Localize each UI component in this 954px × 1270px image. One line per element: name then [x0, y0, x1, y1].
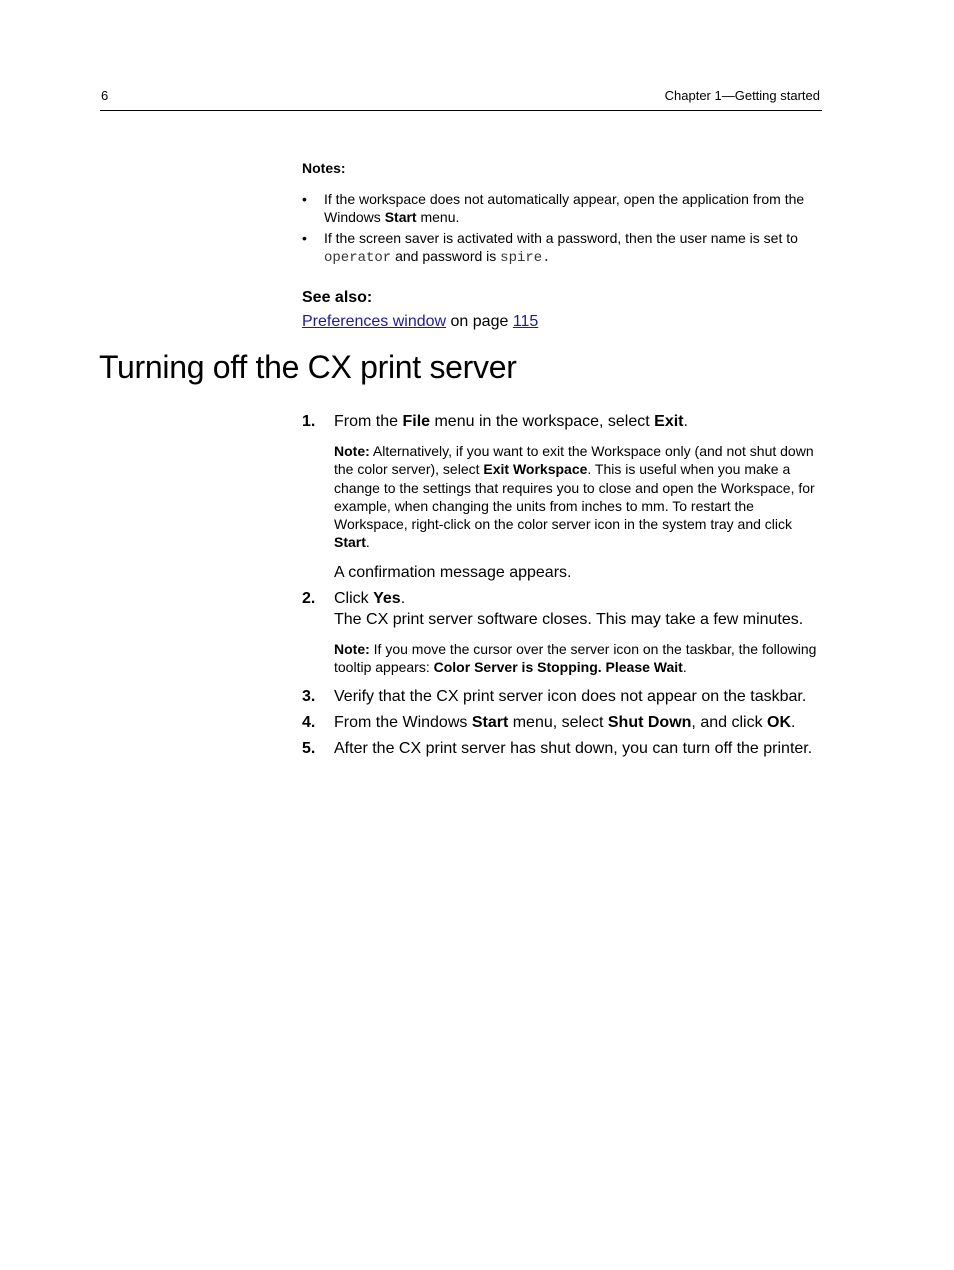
step-bold: Shut Down — [607, 714, 692, 732]
step-note — [334, 640, 822, 677]
step-bold: Exit — [654, 413, 684, 430]
step-text — [334, 588, 822, 609]
step-bold: File — [402, 413, 431, 430]
password-code: spire. — [500, 250, 551, 266]
step-text — [334, 712, 822, 733]
list-item — [302, 738, 822, 759]
notes-list — [302, 190, 827, 270]
note-bold: Start — [334, 534, 366, 551]
step-text-part: . — [400, 589, 406, 607]
steps-list — [302, 411, 822, 764]
note-text: Alternatively, if you want to exit the Workspace only (and not shut down the color server), select — [334, 443, 814, 478]
step-number: 3. — [302, 688, 316, 706]
see-also-reference — [302, 313, 538, 331]
note-text: If the workspace does not automatically appear, open the application from the Windows — [324, 191, 805, 225]
step-result: A confirmation message appears. — [334, 563, 572, 581]
step-text-part: From the Windows — [334, 714, 472, 732]
page-header — [100, 88, 822, 111]
note-text: . — [365, 534, 370, 551]
step-bold: Yes — [373, 589, 401, 607]
username-code: operator — [324, 250, 392, 266]
note-text: If you move the cursor over the server icon on the taskbar, the following tooltip appears: — [334, 640, 817, 676]
step-text — [334, 411, 822, 432]
step-result: The CX print server software closes. This may take a few minutes. — [334, 610, 804, 628]
section-title: Turning off the CX print server — [99, 349, 517, 385]
chapter-title: Chapter 1—Getting started — [664, 88, 820, 103]
bullet-icon: • — [302, 230, 307, 246]
note-text: . This is useful when you make a change to the settings that requires you to close and open the Workspace, for example, when changing the units from inches to mm. To restart the Workspace, right-click on the color server icon in the system tray and click — [334, 461, 815, 533]
step-text: After the CX print server has shut down, you can turn off the printer. — [334, 740, 813, 758]
list-item — [302, 411, 822, 583]
step-number: 4. — [302, 714, 316, 732]
note-label: Note: — [334, 640, 370, 657]
step-bold: OK — [767, 714, 792, 732]
note-label: Note: — [334, 443, 370, 459]
notes-heading: Notes: — [302, 160, 346, 176]
step-text-part: menu in the workspace, select — [430, 413, 655, 430]
page-link[interactable]: 115 — [512, 313, 539, 330]
note-text: and password is — [391, 248, 501, 264]
note-text: menu. — [416, 209, 460, 225]
step-text-part: , and click — [691, 714, 768, 732]
step-text-part: . — [683, 413, 688, 430]
step-text-part: From the — [334, 413, 403, 430]
bullet-icon: • — [302, 191, 307, 207]
step-note — [334, 442, 822, 552]
step-number: 1. — [302, 413, 316, 430]
note-bold: Color Server is Stopping. Please Wait — [433, 659, 683, 676]
note-text: If the screen saver is activated with a password, then the user name is set to — [324, 230, 798, 246]
step-text-part: . — [791, 714, 796, 732]
note-bold: Exit Workspace — [483, 461, 588, 478]
list-item — [302, 229, 827, 267]
step-text-part: Click — [334, 589, 374, 607]
step-bold: Start — [471, 714, 509, 732]
preferences-window-link[interactable]: Preferences window — [302, 313, 447, 330]
page-number: 6 — [101, 88, 109, 103]
list-item — [302, 686, 822, 707]
list-item — [302, 712, 822, 733]
step-text-part: menu, select — [508, 714, 608, 732]
see-also-heading: See also: — [302, 289, 373, 306]
note-text: . — [682, 659, 687, 676]
step-text: Verify that the CX print server icon does not appear on the taskbar. — [334, 688, 807, 706]
list-item — [302, 190, 827, 226]
step-number: 2. — [302, 589, 316, 607]
note-bold: Start — [384, 209, 417, 225]
see-also-text: on page — [446, 313, 513, 330]
list-item — [302, 588, 822, 677]
step-number: 5. — [302, 740, 316, 758]
